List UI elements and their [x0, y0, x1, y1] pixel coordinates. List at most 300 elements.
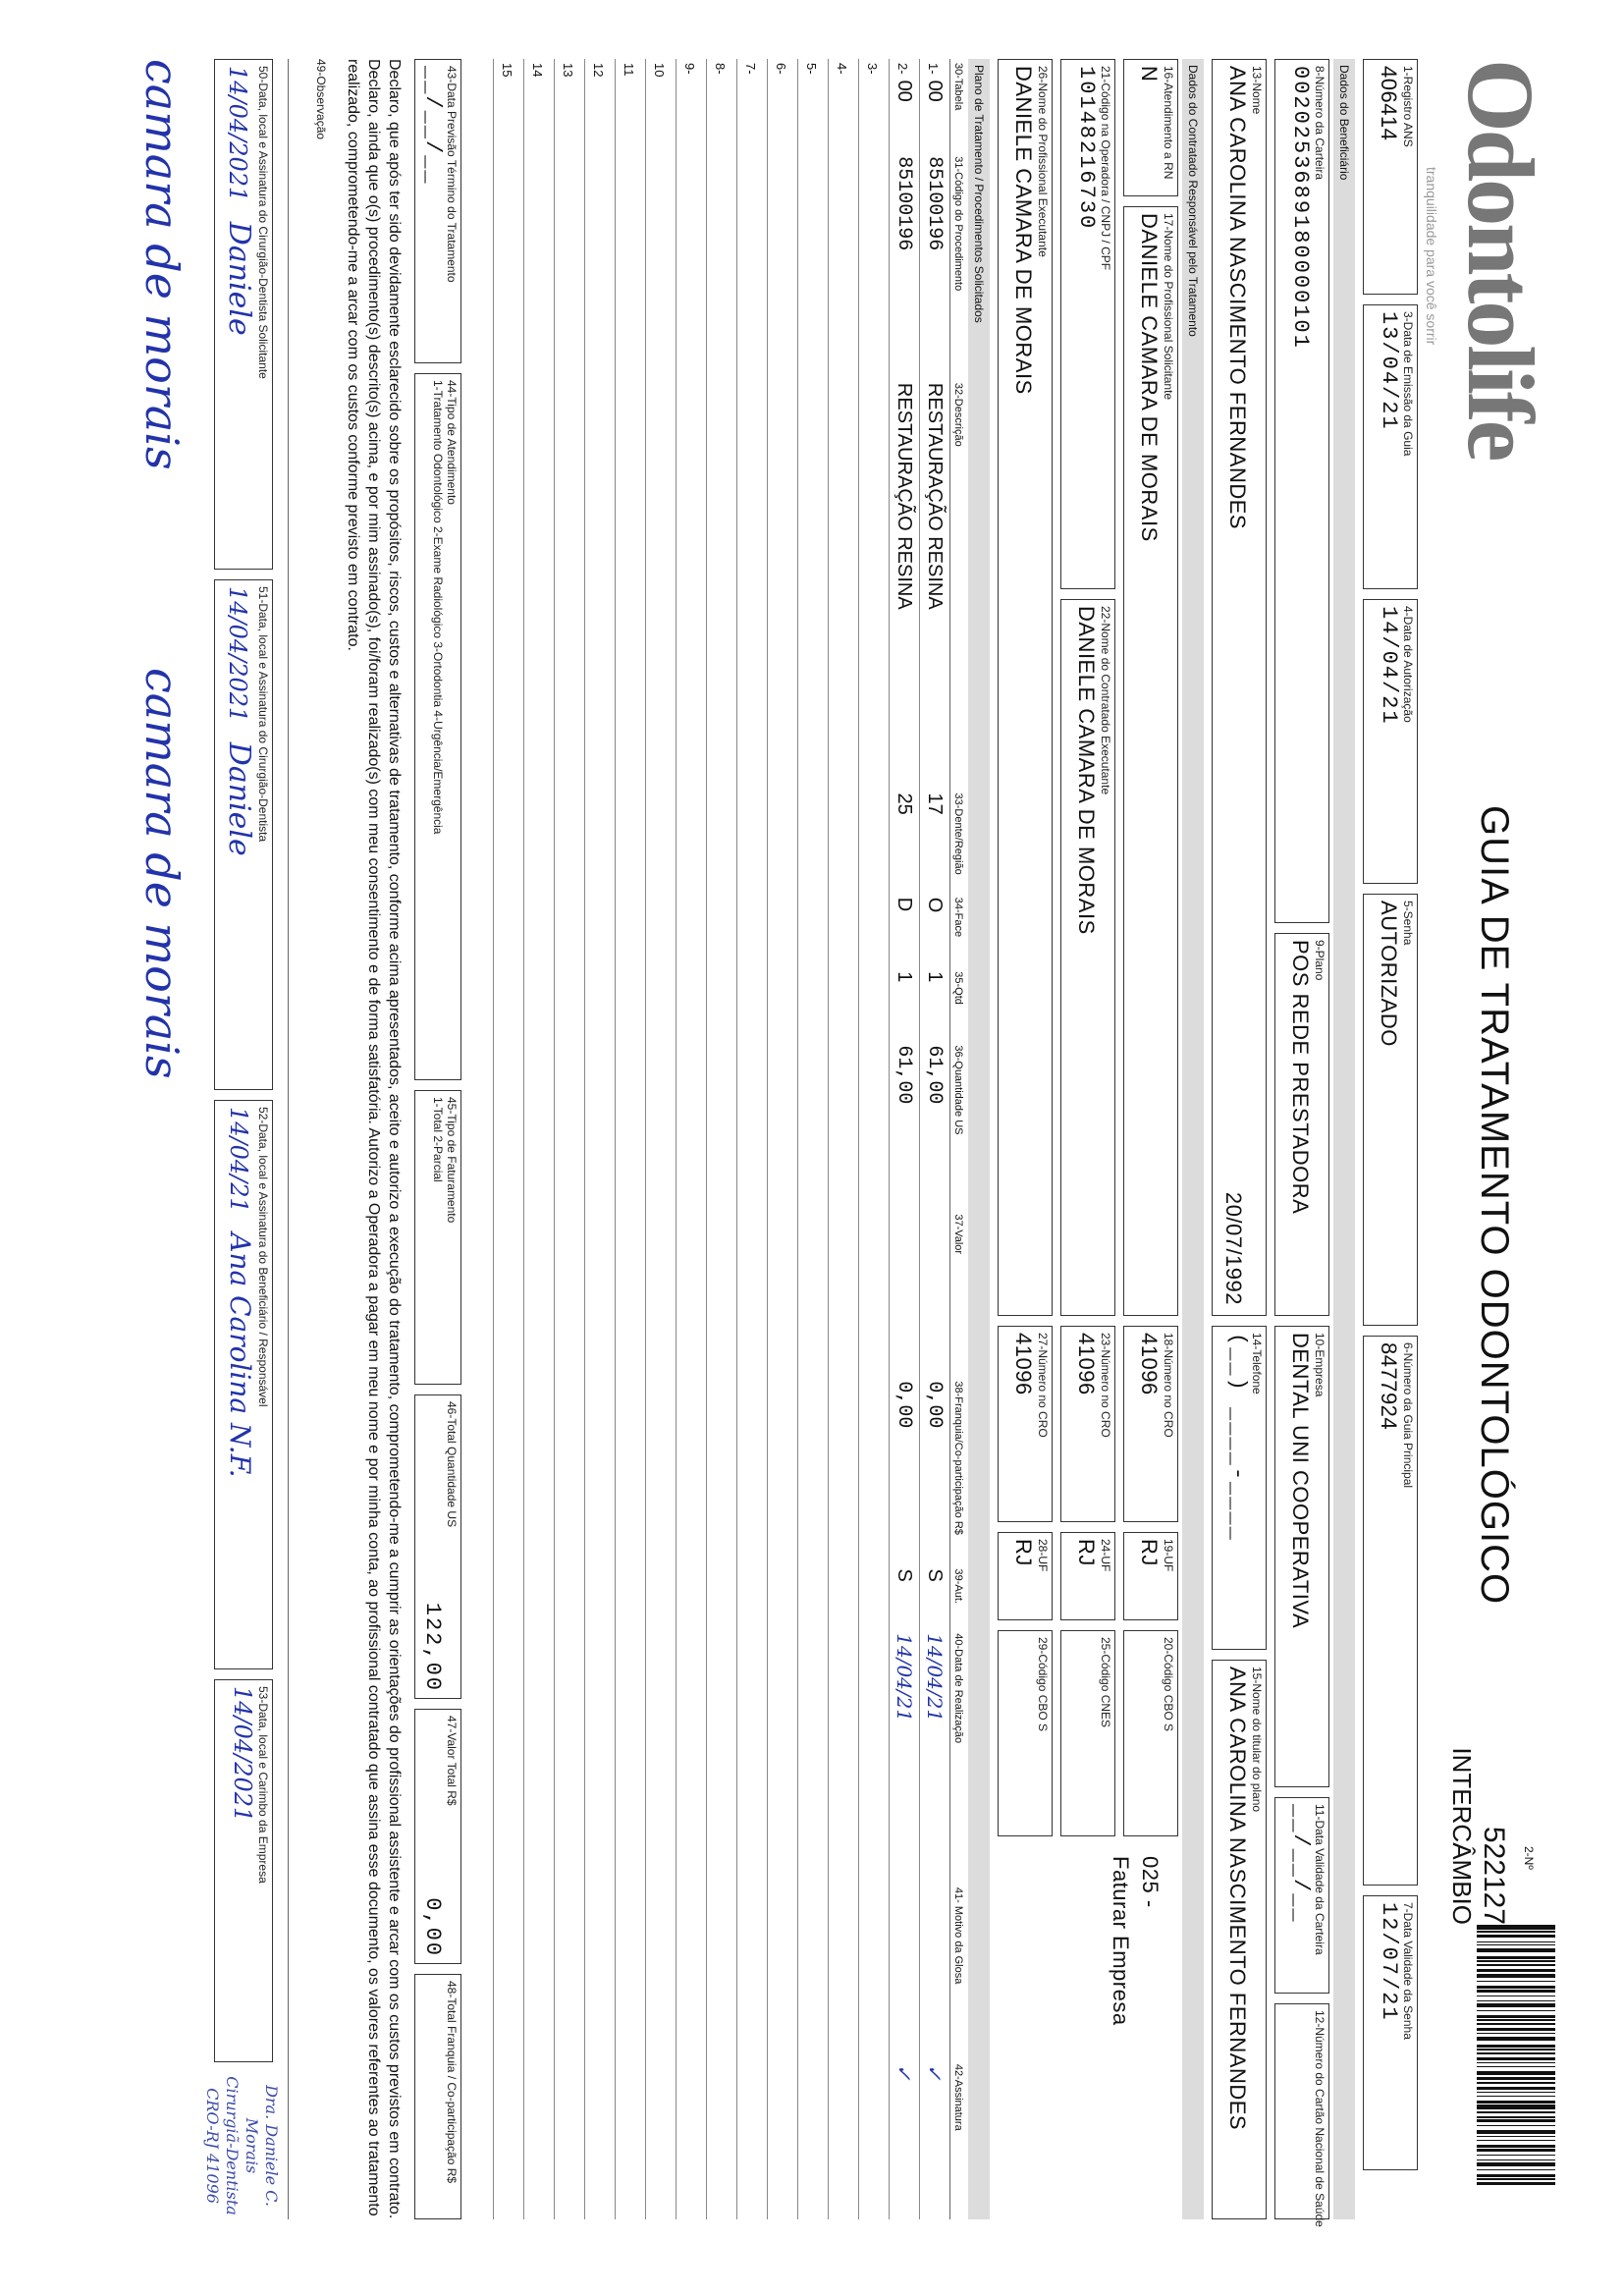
barcode-bar — [1477, 2174, 1555, 2177]
procedure-cell-aut — [616, 1564, 646, 1629]
column-header: 36-Quantidade US — [950, 1041, 967, 1210]
row-number: 13 — [561, 63, 576, 78]
procedure-cell-franquia — [585, 1377, 616, 1564]
prof-exec-value: DANIELE CAMARA DE MORAIS — [1011, 66, 1036, 395]
procedure-cell-descricao — [646, 379, 677, 790]
barcode-bar — [1477, 2149, 1555, 2152]
procedure-cell-descricao — [585, 379, 616, 790]
procedure-cell-codigo — [829, 152, 859, 379]
cro3-box — [998, 1326, 1053, 1522]
procedure-cell-codigo — [768, 152, 798, 379]
procedure-cell-tabela — [890, 59, 920, 152]
barcode-bar — [1477, 1935, 1555, 1938]
procedure-cell-descricao — [798, 379, 829, 790]
procedure-cell-descricao: RESTAURAÇÃO RESINA — [890, 379, 920, 790]
procedure-row — [890, 59, 920, 2219]
procedure-cell-aut — [829, 1564, 859, 1629]
barcode-bar — [1477, 2077, 1555, 2080]
procedure-cell-glosa — [707, 1884, 737, 2060]
procedure-cell-face — [768, 894, 798, 968]
validade-senha-value: 12/07/21 — [1377, 1902, 1401, 2022]
sig50-date: 14/04/2021 — [224, 66, 251, 202]
carteira-box — [1274, 59, 1329, 923]
procedure-cell-qtd: 1 — [890, 967, 920, 1041]
uf-value: RJ — [1137, 1539, 1162, 1566]
procedure-cell-face — [798, 894, 829, 968]
barcode-bar — [1477, 1960, 1555, 1962]
procedure-row — [920, 59, 950, 2219]
procedure-cell-aut — [585, 1564, 616, 1629]
validade-carteira-box — [1274, 1797, 1329, 1994]
procedure-cell-us — [616, 1041, 646, 1210]
section-beneficiario: Dados do Beneficiário — [1333, 59, 1355, 2219]
guia-principal-value: 8477924 — [1377, 1342, 1401, 1431]
barcode-bar — [1477, 1995, 1555, 1997]
barcode-bar — [1477, 2155, 1555, 2157]
procedure-cell-codigo — [646, 152, 677, 379]
procedure-cell-descricao — [616, 379, 646, 790]
procedure-row — [585, 59, 616, 2219]
procedure-cell-franquia — [555, 1377, 585, 1564]
plano-box — [1274, 933, 1329, 1316]
titular-label: 15-Nome do titular do plano — [1250, 1667, 1264, 1813]
row-number: 1- — [926, 63, 942, 75]
cns-label: 12-Número do Cartão Nacional de Saúde — [1313, 2010, 1326, 2227]
guide-number: 522127 — [1478, 1826, 1510, 1925]
procedure-cell-assinatura — [768, 2060, 798, 2219]
copy-label: 2-Nº — [1522, 1846, 1536, 1870]
procedure-cell-descricao — [555, 379, 585, 790]
procedure-cell-us — [646, 1041, 677, 1210]
column-header: 32-Descrição — [950, 379, 967, 790]
procedure-cell-face — [829, 894, 859, 968]
total-franquia-box — [414, 1974, 461, 2219]
procedure-cell-qtd — [707, 967, 737, 1041]
procedure-cell-aut — [524, 1564, 555, 1629]
barcode-bar — [1477, 2028, 1555, 2031]
procedure-cell-descricao — [707, 379, 737, 790]
barcode-bar — [1477, 2096, 1555, 2098]
procedure-cell-face — [494, 894, 524, 968]
row-number: 8- — [713, 63, 729, 75]
data-autorizacao-label: 4-Data de Autorização — [1401, 606, 1415, 723]
procedure-cell-valor — [768, 1210, 798, 1377]
procedure-cell-valor — [646, 1210, 677, 1377]
tipo-faturamento-options: 1-Total 2-Parcial — [431, 1097, 445, 1182]
procedure-cell-aut: S — [890, 1564, 920, 1629]
tipo-atendimento-options: 1-Tratamento Odontológico 2-Exame Radiológico 3-Ortodontia 4-Urgência/Emergência — [431, 380, 445, 835]
procedure-cell-franquia — [677, 1377, 707, 1564]
uf3-label: 28-UF — [1036, 1539, 1050, 1572]
sig52-date: 14/04/21 — [225, 1107, 252, 1213]
rn-label: 16-Atendimento a RN — [1162, 66, 1175, 180]
section-contratado: Dados do Contratado Responsável pelo Tratamento — [1182, 59, 1204, 2219]
senha-value: AUTORIZADO — [1377, 901, 1401, 1047]
procedure-cell-valor — [555, 1210, 585, 1377]
stamp-line-1: Dra. Daniele C. Morais — [243, 2085, 281, 2207]
sig52-signature: Ana Carolina N.F. — [224, 1232, 256, 1478]
procedure-cell-assinatura — [707, 2060, 737, 2219]
procedure-cell-face — [616, 894, 646, 968]
empresa-label: 10-Empresa — [1313, 1333, 1326, 1397]
procedure-cell-codigo — [737, 152, 768, 379]
procedure-cell-data — [829, 1629, 859, 1884]
cro-label: 18-Número no CRO — [1162, 1333, 1175, 1438]
procedure-cell-aut — [677, 1564, 707, 1629]
uf2-label: 24-UF — [1099, 1539, 1112, 1572]
barcode-bar — [1477, 2101, 1555, 2104]
procedure-row — [616, 59, 646, 2219]
procedures-header-row — [950, 59, 967, 2219]
guide-form — [82, 59, 1555, 2227]
procedure-cell-data: 14/04/21 — [890, 1629, 920, 1884]
procedure-cell-tabela — [585, 59, 616, 152]
procedure-cell-aut — [798, 1564, 829, 1629]
procedure-cell-face — [677, 894, 707, 968]
column-header: 42-Assinatura — [950, 2060, 967, 2219]
procedure-cell-data: 14/04/21 — [920, 1629, 950, 1884]
procedure-cell-aut — [859, 1564, 890, 1629]
total-us-box — [414, 1394, 461, 1699]
nascimento-value: 20/07/1992 — [1221, 1191, 1246, 1305]
row-tabela: 00 — [893, 80, 916, 102]
row-number: 3- — [865, 63, 881, 75]
procedure-cell-glosa — [768, 1884, 798, 2060]
row-tabela: 00 — [924, 80, 947, 102]
procedure-row — [555, 59, 585, 2219]
procedure-cell-aut — [707, 1564, 737, 1629]
document-title: GUIA DE TRATAMENTO ODONTOLÓGICO — [1473, 805, 1516, 1606]
barcode-bar — [1477, 2105, 1555, 2109]
procedure-cell-dente — [707, 790, 737, 894]
senha-box — [1363, 894, 1418, 1326]
procedure-cell-face — [585, 894, 616, 968]
procedure-cell-us — [585, 1041, 616, 1210]
uf-label: 19-UF — [1162, 1539, 1175, 1572]
barcode-bar — [1477, 2145, 1555, 2148]
handwritten-signature-2: camara de morais — [135, 668, 189, 1079]
tipo-atendimento-label: 44-Tipo de Atendimento — [445, 380, 459, 505]
procedure-cell-glosa — [890, 1884, 920, 2060]
telefone-label: 14-Telefone — [1250, 1333, 1264, 1394]
cbo-label: 20-Código CBO S — [1162, 1637, 1175, 1732]
observacao-label: 49-Observação — [314, 59, 328, 140]
barcode-bar — [1477, 2045, 1555, 2048]
procedure-cell-qtd — [798, 967, 829, 1041]
registro-ans-label: 1-Registro ANS — [1401, 66, 1415, 147]
procedure-cell-face — [524, 894, 555, 968]
validade-senha-box — [1363, 1895, 1418, 2170]
cbo-box — [1123, 1630, 1178, 1836]
uf3-box — [998, 1532, 1053, 1620]
barcode-bar — [1477, 2066, 1555, 2068]
procedure-cell-us — [677, 1041, 707, 1210]
procedure-cell-qtd — [768, 967, 798, 1041]
procedure-cell-valor — [616, 1210, 646, 1377]
procedure-cell-valor — [677, 1210, 707, 1377]
handwritten-signature-1: camara de morais — [135, 59, 189, 470]
procedure-cell-descricao: RESTAURAÇÃO RESINA — [920, 379, 950, 790]
procedure-cell-descricao — [677, 379, 707, 790]
uf2-value: RJ — [1074, 1539, 1099, 1566]
procedure-cell-qtd — [585, 967, 616, 1041]
row-number: 4- — [835, 63, 850, 75]
barcode-bar — [1477, 2159, 1555, 2161]
procedure-cell-tabela — [555, 59, 585, 152]
procedure-cell-codigo — [616, 152, 646, 379]
barcode-bar — [1477, 2010, 1555, 2012]
valor-total-box — [414, 1709, 461, 1964]
observacao-line — [288, 59, 289, 2219]
procedure-cell-tabela — [677, 59, 707, 152]
procedure-cell-valor — [707, 1210, 737, 1377]
procedure-cell-franquia — [616, 1377, 646, 1564]
procedure-cell-aut — [768, 1564, 798, 1629]
procedure-cell-tabela — [524, 59, 555, 152]
barcode-bar — [1477, 2119, 1555, 2122]
procedure-cell-valor — [524, 1210, 555, 1377]
barcode-bar — [1477, 2062, 1555, 2064]
barcode-bar — [1477, 1974, 1555, 1979]
procedure-cell-dente — [524, 790, 555, 894]
uf3-value: RJ — [1011, 1539, 1036, 1566]
procedure-cell-face — [737, 894, 768, 968]
column-header: 33-Dente/Região — [950, 790, 967, 894]
procedure-cell-aut — [494, 1564, 524, 1629]
procedure-cell-dente — [646, 790, 677, 894]
procedure-cell-tabela — [707, 59, 737, 152]
barcode-bar — [1477, 2178, 1555, 2180]
sig50-label: 50-Data, local e Assinatura do Cirurgião-Dentista Solicitante — [256, 66, 270, 379]
procedure-cell-franquia — [859, 1377, 890, 1564]
procedure-cell-tabela — [646, 59, 677, 152]
procedure-cell-tabela — [768, 59, 798, 152]
executante-box — [1060, 599, 1115, 1316]
validade-carteira-label: 11-Data Validade da Carteira — [1313, 1804, 1326, 1955]
titular-value: ANA CAROLINA NASCIMENTO FERNANDES — [1225, 1667, 1250, 2131]
column-header: 34-Face — [950, 894, 967, 968]
procedure-cell-glosa — [859, 1884, 890, 2060]
procedure-cell-us — [859, 1041, 890, 1210]
procedure-cell-qtd — [555, 967, 585, 1041]
row-number: 6- — [774, 63, 789, 75]
procedure-cell-dente: 17 — [920, 790, 950, 894]
procedure-cell-codigo — [524, 152, 555, 379]
data-emissao-label: 3-Data de Emissão da Guia — [1401, 311, 1415, 457]
row-number: 15 — [500, 63, 515, 78]
sig53-label: 53-Data, local e Carimbo da Empresa — [256, 1686, 270, 1884]
procedure-cell-qtd — [677, 967, 707, 1041]
guide-type: INTERCÂMBIO — [1447, 1747, 1477, 1925]
procedure-cell-dente — [616, 790, 646, 894]
cnes-label: 25-Código CNES — [1099, 1637, 1112, 1728]
previsao-label: 43-Data Previsão Término do Tratamento — [445, 66, 459, 283]
total-franquia-label: 48-Total Franquia / Co-participação R$ — [445, 1981, 459, 2184]
procedure-cell-dente — [859, 790, 890, 894]
barcode-bar — [1477, 2130, 1555, 2135]
nome-box — [1212, 59, 1267, 1316]
column-header: 40-Data de Realização — [950, 1629, 967, 1884]
registro-ans-value: 406414 — [1377, 66, 1401, 141]
procedure-cell-valor — [737, 1210, 768, 1377]
titular-box — [1212, 1660, 1267, 2219]
procedure-cell-assinatura — [616, 2060, 646, 2219]
procedure-cell-data — [677, 1629, 707, 1884]
row-number: 5- — [804, 63, 820, 75]
sig51-label: 51-Data, local e Assinatura do Cirurgião-Dentista — [256, 586, 270, 843]
senha-label: 5-Senha — [1401, 901, 1415, 946]
carteira-value: 0020253689180000101 — [1288, 66, 1313, 350]
barcode-bar — [1477, 2003, 1555, 2008]
barcode-bar — [1477, 2049, 1555, 2050]
registro-ans-box — [1363, 59, 1418, 295]
procedure-cell-glosa — [555, 1884, 585, 2060]
procedure-cell-tabela — [920, 59, 950, 152]
procedure-cell-valor — [890, 1210, 920, 1377]
cns-box — [1274, 2003, 1329, 2227]
plano-label: 9-Plano — [1313, 940, 1326, 981]
procedure-cell-franquia — [524, 1377, 555, 1564]
barcode-bar — [1477, 2111, 1555, 2113]
procedure-row — [524, 59, 555, 2219]
procedures-table — [493, 59, 966, 2219]
barcode-bar — [1477, 2052, 1555, 2054]
tipo-faturamento-label: 45-Tipo de Faturamento — [445, 1097, 459, 1224]
procedure-cell-dente — [798, 790, 829, 894]
cro3-label: 27-Número no CRO — [1036, 1333, 1050, 1438]
barcode-bar — [1477, 2015, 1555, 2018]
procedure-cell-face — [646, 894, 677, 968]
procedure-cell-valor — [829, 1210, 859, 1377]
sig53-date: 14/04/2021 — [229, 1686, 256, 1823]
procedure-cell-franquia — [646, 1377, 677, 1564]
procedure-cell-franquia — [768, 1377, 798, 1564]
procedure-cell-qtd: 1 — [920, 967, 950, 1041]
nome-label: 13-Nome — [1250, 66, 1264, 115]
cbo-value: 025 - — [1138, 1856, 1163, 1908]
procedure-cell-assinatura — [859, 2060, 890, 2219]
column-header: 30-Tabela — [950, 59, 967, 152]
row-number: 12 — [591, 63, 607, 78]
telefone-box — [1212, 1326, 1267, 1650]
procedure-cell-data — [494, 1629, 524, 1884]
barcode-bar — [1477, 2182, 1555, 2185]
procedure-cell-franquia: 0,00 — [890, 1377, 920, 1564]
procedure-cell-us — [798, 1041, 829, 1210]
barcode-bar — [1477, 1956, 1555, 1959]
executante-value: DANIELE CAMARA DE MORAIS — [1074, 606, 1099, 935]
procedure-row — [646, 59, 677, 2219]
procedure-cell-codigo — [494, 152, 524, 379]
cod-operadora-label: 21-Código na Operadora / CNPJ / CPF — [1099, 66, 1112, 271]
procedure-cell-data — [616, 1629, 646, 1884]
procedure-cell-face — [555, 894, 585, 968]
row-number: 14 — [530, 63, 546, 78]
barcode-bar — [1477, 2169, 1555, 2171]
nome-value: ANA CAROLINA NASCIMENTO FERNANDES — [1225, 66, 1250, 530]
procedure-cell-glosa — [677, 1884, 707, 2060]
cod-operadora-box — [1060, 59, 1115, 589]
valor-total-label: 47-Valor Total R$ — [445, 1716, 459, 1806]
procedure-cell-data — [798, 1629, 829, 1884]
procedure-cell-glosa — [798, 1884, 829, 2060]
procedure-cell-tabela — [616, 59, 646, 152]
barcode — [1477, 1925, 1555, 2219]
procedure-cell-dente: 25 — [890, 790, 920, 894]
data-emissao-box — [1363, 304, 1418, 589]
cod-operadora-value: 10148216730 — [1074, 66, 1099, 231]
tipo-faturamento-box — [414, 1090, 461, 1385]
sig53-box — [214, 1679, 273, 2062]
barcode-bar — [1477, 2125, 1555, 2127]
barcode-bar — [1477, 2019, 1555, 2021]
data-emissao-value: 13/04/21 — [1377, 311, 1401, 431]
solicitante-box — [1123, 206, 1178, 1316]
procedure-cell-tabela — [859, 59, 890, 152]
procedure-cell-glosa — [829, 1884, 859, 2060]
sig52-box — [214, 1100, 273, 1669]
sig51-box — [214, 579, 273, 1090]
procedure-cell-assinatura — [737, 2060, 768, 2219]
row-number: 10 — [652, 63, 668, 78]
procedure-cell-descricao — [829, 379, 859, 790]
procedure-cell-valor — [920, 1210, 950, 1377]
procedure-cell-face — [859, 894, 890, 968]
sig51-signature: Daniele — [222, 741, 256, 856]
telefone-value: (__) ____-____ — [1225, 1333, 1250, 1542]
carteira-label: 8-Número da Carteira — [1313, 66, 1326, 181]
procedure-cell-face: O — [920, 894, 950, 968]
procedure-cell-assinatura — [829, 2060, 859, 2219]
procedure-cell-franquia — [829, 1377, 859, 1564]
procedure-cell-glosa — [585, 1884, 616, 2060]
procedure-cell-glosa — [646, 1884, 677, 2060]
procedure-row — [737, 59, 768, 2219]
procedure-cell-us — [524, 1041, 555, 1210]
procedure-cell-franquia — [494, 1377, 524, 1564]
column-header: 35-Qtd — [950, 967, 967, 1041]
sig50-box — [214, 59, 273, 570]
procedure-cell-us — [737, 1041, 768, 1210]
row-number: 7- — [743, 63, 759, 75]
row-number: 2- — [895, 63, 911, 75]
procedure-cell-qtd — [859, 967, 890, 1041]
barcode-bar — [1477, 1925, 1555, 1930]
procedure-cell-franquia — [737, 1377, 768, 1564]
procedure-cell-glosa — [737, 1884, 768, 2060]
cro2-value: 41096 — [1074, 1333, 1099, 1395]
procedure-cell-aut — [737, 1564, 768, 1629]
procedure-cell-assinatura: ✓ — [920, 2060, 950, 2219]
procedure-cell-glosa — [494, 1884, 524, 2060]
row-number: 9- — [682, 63, 698, 75]
procedure-row — [859, 59, 890, 2219]
procedure-cell-descricao — [524, 379, 555, 790]
barcode-bar — [1477, 2000, 1555, 2002]
cro2-label: 23-Número no CRO — [1099, 1333, 1112, 1438]
procedure-cell-codigo — [677, 152, 707, 379]
column-header: 31-Código do Procedimento — [950, 152, 967, 379]
odontolife-logo: Odontolife — [1448, 59, 1553, 460]
solicitante-label: 17-Nome do Profissional Solicitante — [1162, 213, 1175, 401]
procedure-cell-dente — [737, 790, 768, 894]
procedure-cell-dente — [829, 790, 859, 894]
cro-value: 41096 — [1137, 1333, 1162, 1395]
cbo3-label: 29-Código CBO S — [1036, 1637, 1050, 1732]
barcode-bar — [1477, 1944, 1555, 1946]
procedure-cell-assinatura — [494, 2060, 524, 2219]
procedure-cell-us — [768, 1041, 798, 1210]
